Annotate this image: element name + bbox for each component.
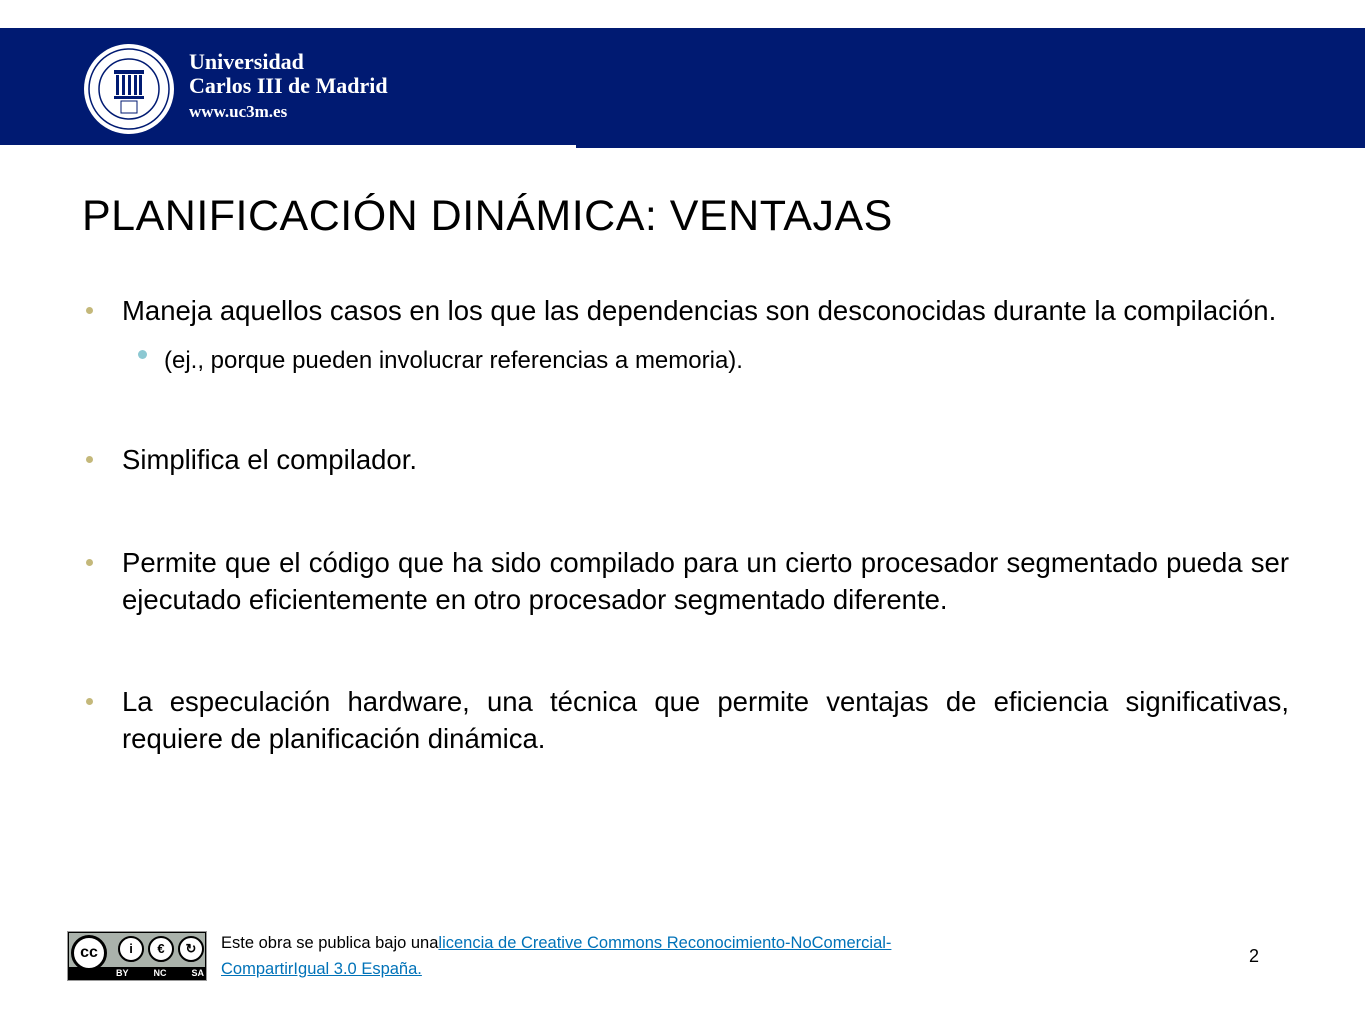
license-prefix: Este obra se publica bajo una [221, 934, 439, 952]
attribution-icon: i [118, 936, 144, 962]
license-link[interactable]: licencia de Creative Commons Reconocimiento-NoComercial-CompartirIgual 3.0 España. [221, 934, 892, 978]
cc-label-sa: SA [191, 968, 204, 978]
creative-commons-badge[interactable] [67, 931, 207, 981]
bullet-item [82, 683, 1289, 757]
cc-label-nc: NC [153, 968, 167, 978]
bullet-icon [86, 559, 93, 566]
university-website: www.uc3m.es [189, 102, 288, 121]
bullet-item [82, 441, 1289, 478]
cc-labels [116, 968, 204, 978]
university-subname: Carlos III de Madrid [189, 73, 388, 98]
banner-divider [0, 145, 576, 149]
cc-label-by: BY [116, 968, 129, 978]
bullet-icon [86, 698, 93, 705]
bullet-item [82, 544, 1289, 618]
cc-icon: cc [71, 935, 107, 971]
sub-bullet-icon [138, 350, 147, 359]
page-number: 2 [1249, 946, 1260, 966]
university-wordmark [189, 50, 388, 124]
bullet-text: La especulación hardware, una técnica que permite ventajas de eficiencia significativas, requiere de planificación dinámica. [122, 686, 1289, 754]
sub-bullet-text: (ej., porque pueden involucrar referencias a memoria). [164, 347, 743, 374]
slide-title: PLANIFICACIÓN DINÁMICA: VENTAJAS [82, 192, 893, 240]
uc3m-seal-icon [82, 42, 176, 136]
university-name: Universidad [189, 49, 304, 74]
noncommercial-icon: € [148, 936, 174, 962]
bullet-item [82, 292, 1289, 329]
slide-body [82, 292, 1289, 757]
bullet-icon [86, 456, 93, 463]
bullet-icon [86, 307, 93, 314]
license-notice [221, 930, 921, 982]
bullet-text: Simplifica el compilador. [122, 444, 417, 475]
bullet-text: Permite que el código que ha sido compilado para un cierto procesador segmentado pueda ser ejecutado eficientemente en otro procesador segmentado diferente. [122, 547, 1289, 615]
sharealike-icon: ↻ [178, 936, 204, 962]
bullet-text: Maneja aquellos casos en los que las dependencias son desconocidas durante la compilación. [122, 295, 1277, 326]
sub-bullet-item [82, 345, 1289, 377]
